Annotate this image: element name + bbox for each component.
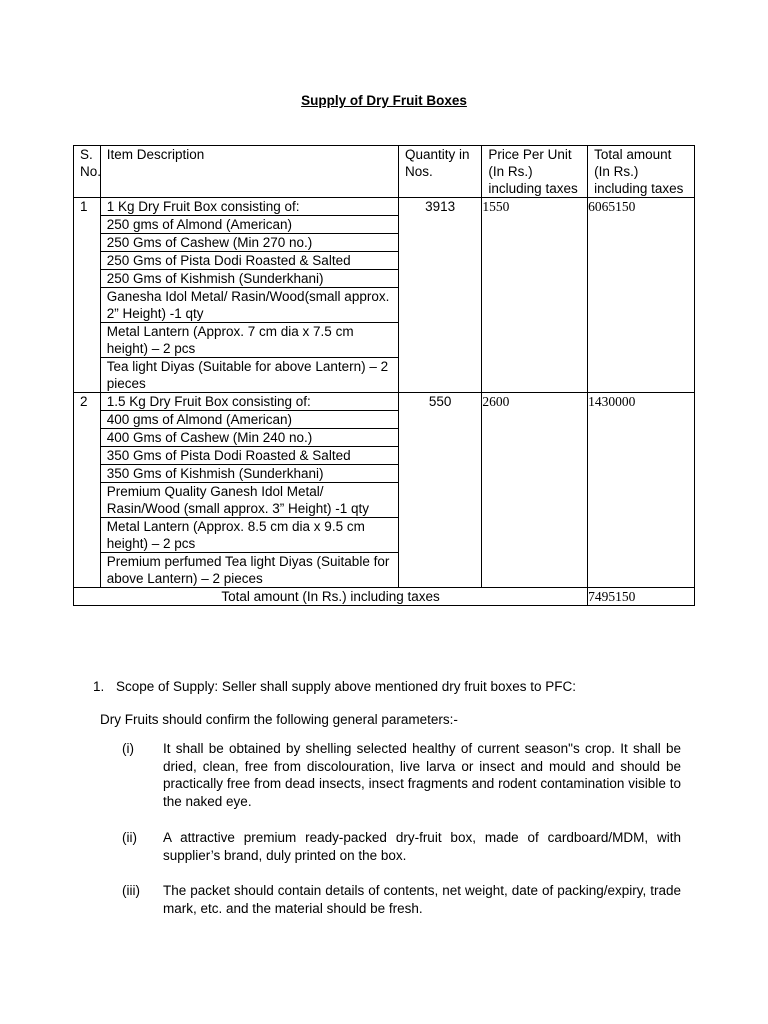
table-row [74,483,695,518]
row-heading: 1.5 Kg Dry Fruit Box consisting of: [100,393,398,411]
table-row [74,411,695,429]
scope-text: Scope of Supply: Seller shall supply above mentioned dry fruit boxes to PFC: [116,679,576,694]
table-row [74,252,695,270]
row-line: 250 Gms of Kishmish (Sunderkhani) [100,270,398,288]
param-text: A attractive premium ready-packed dry-fruit box, made of cardboard/MDM, with supplier’s brand, duly printed on the box. [163,830,681,863]
table-row [74,429,695,447]
param-text: It shall be obtained by shelling selected healthy of current season"s crop. It shall be dried, clean, free from discolouration, live larva or insect and mould and should be practically free from dead insects, insect fragments and rodent contamination visible to the naked eye. [163,741,681,809]
header-quantity: Quantity in Nos. [398,146,481,198]
table-row [74,234,695,252]
table-row [74,465,695,483]
scope-number: 1. [93,679,105,694]
row-line: Tea light Diyas (Suitable for above Lantern) – 2 pieces [100,358,398,393]
table-row [74,447,695,465]
row-line: 350 Gms of Pista Dodi Roasted & Salted [100,447,398,465]
row-line: 250 Gms of Pista Dodi Roasted & Salted [100,252,398,270]
row-line: Ganesha Idol Metal/ Rasin/Wood(small approx. 2” Height) -1 qty [100,288,398,323]
table-header-row [74,146,695,198]
total-label: Total amount (In Rs.) including taxes [74,588,588,606]
row-total: 1430000 [588,393,695,411]
header-total: Total amount (In Rs.) including taxes [588,146,695,198]
row-quantity: 3913 [398,198,481,216]
row-heading: 1 Kg Dry Fruit Box consisting of: [100,198,398,216]
row-total: 6065150 [588,198,695,216]
header-sno: S. No. [74,146,101,198]
table-total-row [74,588,695,606]
param-text: The packet should contain details of contents, net weight, date of packing/expiry, trade mark, etc. and the material should be fresh. [163,883,681,916]
row-line: Metal Lantern (Approx. 8.5 cm dia x 9.5 cm height) – 2 pcs [100,518,398,553]
row-price: 2600 [482,393,588,411]
table-row [74,270,695,288]
row-sno: 1 [74,198,101,216]
table-row [74,288,695,323]
table-row [74,323,695,358]
document-title: Supply of Dry Fruit Boxes [301,93,467,108]
table-row [74,518,695,553]
header-price: Price Per Unit (In Rs.) including taxes [482,146,588,198]
table-row [74,553,695,588]
row-line: 350 Gms of Kishmish (Sunderkhani) [100,465,398,483]
row-line: 400 Gms of Cashew (Min 240 no.) [100,429,398,447]
row-line: Premium perfumed Tea light Diyas (Suitable for above Lantern) – 2 pieces [100,553,398,588]
param-label: (i) [122,741,134,756]
param-label: (ii) [122,830,137,845]
table-row [74,198,695,216]
row-line: Premium Quality Ganesh Idol Metal/ Rasin/Wood (small approx. 3” Height) -1 qty [100,483,398,518]
param-label: (iii) [122,883,140,898]
table-row [74,393,695,411]
parameters-intro: Dry Fruits should confirm the following general parameters:- [100,712,458,727]
row-line: 400 gms of Almond (American) [100,411,398,429]
table-row [74,216,695,234]
row-line: 250 gms of Almond (American) [100,216,398,234]
items-table [73,145,695,606]
table-row [74,358,695,393]
row-sno: 2 [74,393,101,411]
total-value: 7495150 [588,588,695,606]
row-line: Metal Lantern (Approx. 7 cm dia x 7.5 cm height) – 2 pcs [100,323,398,358]
row-line: 250 Gms of Cashew (Min 270 no.) [100,234,398,252]
row-quantity: 550 [398,393,481,411]
header-description: Item Description [100,146,398,198]
row-price: 1550 [482,198,588,216]
